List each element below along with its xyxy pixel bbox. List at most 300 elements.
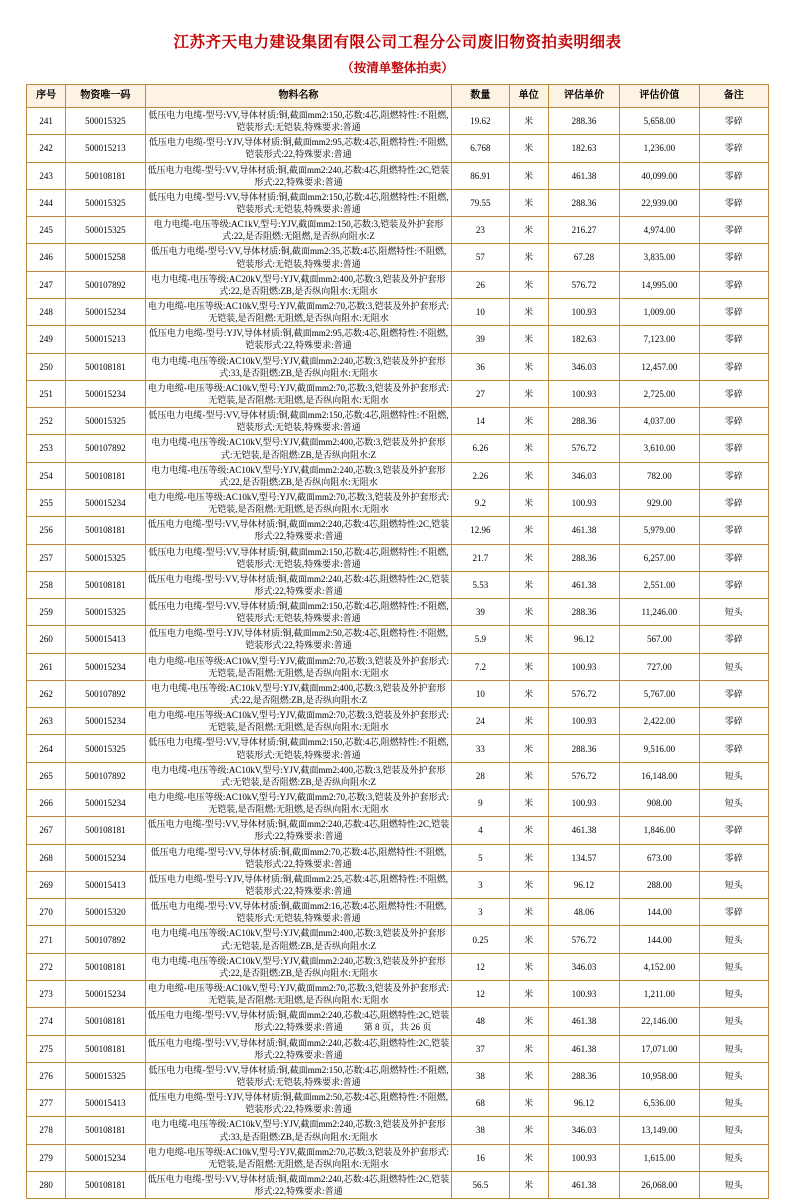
cell-qty: 39 [452, 326, 509, 353]
cell-unit: 米 [509, 326, 548, 353]
cell-name: 低压电力电缆-型号:VV,导体材质:铜,截面mm2:16,芯数:4芯,阻燃特性:不阻燃,铠装形式:无铠装,特殊要求:普通 [145, 899, 452, 926]
cell-code: 500015234 [66, 653, 145, 680]
cell-value: 908.00 [620, 790, 699, 817]
cell-seq: 275 [27, 1035, 66, 1062]
cell-code: 500108181 [66, 1008, 145, 1035]
cell-value: 673.00 [620, 844, 699, 871]
cell-name: 低压电力电缆-型号:VV,导体材质:铜,截面mm2:150,芯数:4芯,阻燃特性:不阻燃,铠装形式:无铠装,特殊要求:普通 [145, 108, 452, 135]
cell-seq: 241 [27, 108, 66, 135]
cell-code: 500015325 [66, 408, 145, 435]
cell-unit: 米 [509, 517, 548, 544]
cell-name: 电力电缆-电压等级:AC10kV,型号:YJV,截面mm2:400,芯数:3,铠装及外护套形式:无铠装,是否阻燃:ZB,是否纵向阻水:Z [145, 926, 452, 953]
cell-price: 576.72 [548, 926, 619, 953]
cell-name: 低压电力电缆-型号:YJV,导体材质:铜,截面mm2:50,芯数:4芯,阻燃特性:不阻燃,铠装形式:22,特殊要求:普通 [145, 1090, 452, 1117]
cell-code: 500107892 [66, 926, 145, 953]
table-row [27, 571, 769, 598]
cell-note: 零碎 [699, 298, 768, 325]
cell-unit: 米 [509, 271, 548, 298]
cell-unit: 米 [509, 1035, 548, 1062]
table-row [27, 953, 769, 980]
cell-name: 低压电力电缆-型号:VV,导体材质:铜,截面mm2:150,芯数:4芯,阻燃特性:不阻燃,铠装形式:无铠装,特殊要求:普通 [145, 189, 452, 216]
cell-seq: 256 [27, 517, 66, 544]
cell-code: 500107892 [66, 271, 145, 298]
cell-note: 零碎 [699, 135, 768, 162]
cell-seq: 276 [27, 1062, 66, 1089]
cell-name: 低压电力电缆-型号:VV,导体材质:铜,截面mm2:150,芯数:4芯,阻燃特性:不阻燃,铠装形式:无铠装,特殊要求:普通 [145, 1062, 452, 1089]
cell-note: 零碎 [699, 353, 768, 380]
cell-note: 零碎 [699, 244, 768, 271]
cell-qty: 10 [452, 680, 509, 707]
cell-note: 短头 [699, 762, 768, 789]
cell-price: 96.12 [548, 1090, 619, 1117]
cell-qty: 5.9 [452, 626, 509, 653]
table-row [27, 408, 769, 435]
cell-name: 低压电力电缆-型号:YJV,导体材质:铜,截面mm2:95,芯数:4芯,阻燃特性:不阻燃,铠装形式:22,特殊要求:普通 [145, 135, 452, 162]
cell-seq: 267 [27, 817, 66, 844]
cell-seq: 258 [27, 571, 66, 598]
cell-unit: 米 [509, 653, 548, 680]
table-row [27, 680, 769, 707]
cell-note: 零碎 [699, 708, 768, 735]
table-row [27, 489, 769, 516]
cell-qty: 38 [452, 1117, 509, 1144]
cell-value: 1,236.00 [620, 135, 699, 162]
cell-name: 电力电缆-电压等级:AC10kV,型号:YJV,截面mm2:240,芯数:3,铠装及外护套形式:33,是否阻燃:ZB,是否纵向阻水:无阻水 [145, 1117, 452, 1144]
cell-note: 零碎 [699, 435, 768, 462]
cell-unit: 米 [509, 844, 548, 871]
cell-note: 短头 [699, 599, 768, 626]
cell-price: 461.38 [548, 1171, 619, 1198]
cell-unit: 米 [509, 408, 548, 435]
cell-code: 500015234 [66, 708, 145, 735]
cell-note: 零碎 [699, 217, 768, 244]
column-header-seq: 序号 [27, 85, 66, 108]
cell-name: 电力电缆-电压等级:AC10kV,型号:YJV,截面mm2:70,芯数:3,铠装及外护套形式:无铠装,是否阻燃:无阻燃,是否纵向阻水:无阻水 [145, 790, 452, 817]
cell-value: 929.00 [620, 489, 699, 516]
table-row [27, 326, 769, 353]
cell-price: 576.72 [548, 680, 619, 707]
cell-value: 3,610.00 [620, 435, 699, 462]
cell-note: 零碎 [699, 626, 768, 653]
cell-value: 7,123.00 [620, 326, 699, 353]
cell-unit: 米 [509, 298, 548, 325]
cell-qty: 6.26 [452, 435, 509, 462]
cell-name: 低压电力电缆-型号:VV,导体材质:铜,截面mm2:35,芯数:4芯,阻燃特性:不阻燃,铠装形式:无铠装,特殊要求:普通 [145, 244, 452, 271]
page-title: 江苏齐天电力建设集团有限公司工程分公司废旧物资拍卖明细表 [173, 34, 622, 51]
cell-seq: 266 [27, 790, 66, 817]
table-row [27, 298, 769, 325]
cell-qty: 48 [452, 1008, 509, 1035]
cell-name: 电力电缆-电压等级:AC10kV,型号:YJV,截面mm2:400,芯数:3,铠装及外护套形式:无铠装,是否阻燃:ZB,是否纵向阻水:Z [145, 435, 452, 462]
cell-price: 216.27 [548, 217, 619, 244]
cell-qty: 4 [452, 817, 509, 844]
table-row [27, 1035, 769, 1062]
cell-note: 零碎 [699, 571, 768, 598]
cell-value: 11,246.00 [620, 599, 699, 626]
cell-note: 零碎 [699, 380, 768, 407]
cell-unit: 米 [509, 544, 548, 571]
cell-value: 22,146.00 [620, 1008, 699, 1035]
cell-qty: 57 [452, 244, 509, 271]
cell-qty: 7.2 [452, 653, 509, 680]
cell-seq: 253 [27, 435, 66, 462]
cell-name: 低压电力电缆-型号:YJV,导体材质:铜,截面mm2:95,芯数:4芯,阻燃特性:不阻燃,铠装形式:22,特殊要求:普通 [145, 326, 452, 353]
cell-note: 短头 [699, 926, 768, 953]
cell-unit: 米 [509, 571, 548, 598]
cell-price: 96.12 [548, 626, 619, 653]
cell-price: 288.36 [548, 1062, 619, 1089]
cell-qty: 36 [452, 353, 509, 380]
table-row [27, 1117, 769, 1144]
cell-value: 4,037.00 [620, 408, 699, 435]
cell-unit: 米 [509, 1008, 548, 1035]
table-row [27, 162, 769, 189]
cell-value: 288.00 [620, 871, 699, 898]
cell-name: 低压电力电缆-型号:YJV,导体材质:铜,截面mm2:25,芯数:4芯,阻燃特性:不阻燃,铠装形式:22,特殊要求:普通 [145, 871, 452, 898]
table-row [27, 762, 769, 789]
cell-name: 电力电缆-电压等级:AC10kV,型号:YJV,截面mm2:70,芯数:3,铠装及外护套形式:无铠装,是否阻燃:无阻燃,是否纵向阻水:无阻水 [145, 708, 452, 735]
cell-price: 346.03 [548, 1117, 619, 1144]
cell-name: 低压电力电缆-型号:VV,导体材质:铜,截面mm2:240,芯数:4芯,阻燃特性:2C,铠装形式:22,特殊要求:普通 [145, 162, 452, 189]
cell-seq: 277 [27, 1090, 66, 1117]
cell-qty: 38 [452, 1062, 509, 1089]
cell-name: 电力电缆-电压等级:AC10kV,型号:YJV,截面mm2:240,芯数:3,铠装及外护套形式:22,是否阻燃:ZB,是否纵向阻水:无阻水 [145, 462, 452, 489]
cell-value: 4,974.00 [620, 217, 699, 244]
cell-seq: 262 [27, 680, 66, 707]
cell-seq: 243 [27, 162, 66, 189]
cell-price: 100.93 [548, 708, 619, 735]
cell-unit: 米 [509, 899, 548, 926]
cell-seq: 257 [27, 544, 66, 571]
cell-seq: 254 [27, 462, 66, 489]
cell-qty: 68 [452, 1090, 509, 1117]
table-row [27, 517, 769, 544]
cell-note: 短头 [699, 1035, 768, 1062]
cell-unit: 米 [509, 599, 548, 626]
cell-value: 17,071.00 [620, 1035, 699, 1062]
cell-code: 500015234 [66, 380, 145, 407]
cell-code: 500015325 [66, 599, 145, 626]
cell-qty: 3 [452, 899, 509, 926]
cell-unit: 米 [509, 926, 548, 953]
cell-price: 461.38 [548, 517, 619, 544]
table-row [27, 1062, 769, 1089]
cell-value: 1,615.00 [620, 1144, 699, 1171]
cell-name: 低压电力电缆-型号:VV,导体材质:铜,截面mm2:240,芯数:4芯,阻燃特性:2C,铠装形式:22,特殊要求:普通 [145, 1171, 452, 1198]
cell-seq: 255 [27, 489, 66, 516]
cell-price: 288.36 [548, 189, 619, 216]
cell-name: 低压电力电缆-型号:VV,导体材质:铜,截面mm2:240,芯数:4芯,阻燃特性:2C,铠装形式:22,特殊要求:普通 [145, 1035, 452, 1062]
cell-price: 576.72 [548, 762, 619, 789]
page-footer: 第 8 页，共 26 页 [363, 1022, 432, 1032]
cell-qty: 24 [452, 708, 509, 735]
table-row [27, 380, 769, 407]
table-row [27, 735, 769, 762]
cell-value: 144.00 [620, 926, 699, 953]
cell-seq: 274 [27, 1008, 66, 1035]
cell-code: 500108181 [66, 1171, 145, 1198]
cell-price: 100.93 [548, 981, 619, 1008]
cell-value: 16,148.00 [620, 762, 699, 789]
cell-name: 电力电缆-电压等级:AC1kV,型号:YJV,截面mm2:150,芯数:3,铠装及外护套形式:22,是否阻燃:无阻燃,是否纵向阻水:Z [145, 217, 452, 244]
column-header-value: 评估价值 [620, 85, 699, 108]
cell-note: 短头 [699, 1144, 768, 1171]
cell-unit: 米 [509, 462, 548, 489]
table-row [27, 790, 769, 817]
cell-price: 100.93 [548, 790, 619, 817]
cell-code: 500108181 [66, 462, 145, 489]
cell-seq: 251 [27, 380, 66, 407]
cell-price: 461.38 [548, 817, 619, 844]
cell-note: 零碎 [699, 489, 768, 516]
cell-code: 500015325 [66, 108, 145, 135]
cell-code: 500015413 [66, 871, 145, 898]
cell-price: 576.72 [548, 271, 619, 298]
cell-name: 电力电缆-电压等级:AC10kV,型号:YJV,截面mm2:240,芯数:3,铠装及外护套形式:22,是否阻燃:ZB,是否纵向阻水:无阻水 [145, 953, 452, 980]
cell-qty: 86.91 [452, 162, 509, 189]
cell-seq: 249 [27, 326, 66, 353]
cell-seq: 263 [27, 708, 66, 735]
cell-code: 500015325 [66, 1062, 145, 1089]
cell-unit: 米 [509, 135, 548, 162]
cell-price: 100.93 [548, 380, 619, 407]
cell-value: 1,009.00 [620, 298, 699, 325]
cell-value: 5,979.00 [620, 517, 699, 544]
table-row [27, 135, 769, 162]
cell-qty: 12.96 [452, 517, 509, 544]
cell-name: 低压电力电缆-型号:VV,导体材质:铜,截面mm2:240,芯数:4芯,阻燃特性:2C,铠装形式:22,特殊要求:普通 [145, 817, 452, 844]
cell-value: 5,658.00 [620, 108, 699, 135]
cell-seq: 270 [27, 899, 66, 926]
column-header-name: 物料名称 [145, 85, 452, 108]
cell-note: 短头 [699, 1117, 768, 1144]
cell-price: 96.12 [548, 871, 619, 898]
cell-value: 22,939.00 [620, 189, 699, 216]
cell-code: 500108181 [66, 162, 145, 189]
cell-unit: 米 [509, 790, 548, 817]
cell-unit: 米 [509, 680, 548, 707]
cell-qty: 5.53 [452, 571, 509, 598]
cell-note: 短头 [699, 1062, 768, 1089]
cell-qty: 12 [452, 981, 509, 1008]
cell-note: 短头 [699, 790, 768, 817]
cell-code: 500015325 [66, 544, 145, 571]
cell-value: 144.00 [620, 899, 699, 926]
cell-seq: 244 [27, 189, 66, 216]
cell-price: 48.06 [548, 899, 619, 926]
cell-note: 短头 [699, 653, 768, 680]
cell-seq: 265 [27, 762, 66, 789]
cell-value: 567.00 [620, 626, 699, 653]
table-row [27, 1144, 769, 1171]
cell-code: 500107892 [66, 762, 145, 789]
cell-price: 100.93 [548, 489, 619, 516]
cell-code: 500015325 [66, 217, 145, 244]
cell-note: 零碎 [699, 899, 768, 926]
cell-price: 100.93 [548, 298, 619, 325]
table-row [27, 244, 769, 271]
cell-price: 288.36 [548, 108, 619, 135]
cell-value: 782.00 [620, 462, 699, 489]
cell-value: 1,211.00 [620, 981, 699, 1008]
cell-price: 461.38 [548, 571, 619, 598]
column-header-code: 物资唯一码 [66, 85, 145, 108]
cell-code: 500015413 [66, 1090, 145, 1117]
table-header-row [27, 85, 769, 108]
cell-qty: 16 [452, 1144, 509, 1171]
cell-unit: 米 [509, 981, 548, 1008]
cell-seq: 260 [27, 626, 66, 653]
cell-name: 低压电力电缆-型号:VV,导体材质:铜,截面mm2:240,芯数:4芯,阻燃特性:2C,铠装形式:22,特殊要求:普通 [145, 1008, 452, 1035]
cell-code: 500015234 [66, 489, 145, 516]
cell-price: 67.28 [548, 244, 619, 271]
table-row [27, 1090, 769, 1117]
cell-value: 40,099.00 [620, 162, 699, 189]
table-row [27, 353, 769, 380]
table-row [27, 544, 769, 571]
cell-name: 电力电缆-电压等级:AC10kV,型号:YJV,截面mm2:400,芯数:3,铠装及外护套形式:无铠装,是否阻燃:ZB,是否纵向阻水:Z [145, 762, 452, 789]
cell-code: 500015234 [66, 298, 145, 325]
cell-price: 461.38 [548, 162, 619, 189]
cell-qty: 56.5 [452, 1171, 509, 1198]
cell-seq: 245 [27, 217, 66, 244]
cell-price: 461.38 [548, 1035, 619, 1062]
cell-code: 500108181 [66, 817, 145, 844]
cell-note: 短头 [699, 1090, 768, 1117]
cell-price: 182.63 [548, 135, 619, 162]
table-row [27, 189, 769, 216]
cell-code: 500107892 [66, 680, 145, 707]
cell-price: 134.57 [548, 844, 619, 871]
cell-qty: 79.55 [452, 189, 509, 216]
cell-qty: 14 [452, 408, 509, 435]
cell-note: 短头 [699, 1008, 768, 1035]
cell-name: 电力电缆-电压等级:AC10kV,型号:YJV,截面mm2:70,芯数:3,铠装及外护套形式:无铠装,是否阻燃:无阻燃,是否纵向阻水:无阻水 [145, 298, 452, 325]
cell-seq: 250 [27, 353, 66, 380]
cell-value: 26,068.00 [620, 1171, 699, 1198]
table-row [27, 217, 769, 244]
cell-unit: 米 [509, 435, 548, 462]
cell-seq: 247 [27, 271, 66, 298]
table-row [27, 435, 769, 462]
column-header-note: 备注 [699, 85, 768, 108]
cell-note: 短头 [699, 953, 768, 980]
table-body [27, 108, 769, 1199]
cell-name: 电力电缆-电压等级:AC10kV,型号:YJV,截面mm2:70,芯数:3,铠装及外护套形式:无铠装,是否阻燃:无阻燃,是否纵向阻水:无阻水 [145, 653, 452, 680]
cell-qty: 21.7 [452, 544, 509, 571]
cell-code: 500108181 [66, 571, 145, 598]
cell-code: 500108181 [66, 1117, 145, 1144]
column-header-unit: 单位 [509, 85, 548, 108]
cell-name: 低压电力电缆-型号:VV,导体材质:铜,截面mm2:70,芯数:4芯,阻燃特性:不阻燃,铠装形式:22,特殊要求:普通 [145, 844, 452, 871]
cell-value: 6,536.00 [620, 1090, 699, 1117]
cell-code: 500015413 [66, 626, 145, 653]
cell-seq: 273 [27, 981, 66, 1008]
cell-unit: 米 [509, 108, 548, 135]
cell-code: 500015325 [66, 189, 145, 216]
column-header-qty: 数量 [452, 85, 509, 108]
cell-qty: 6.768 [452, 135, 509, 162]
cell-seq: 246 [27, 244, 66, 271]
cell-value: 4,152.00 [620, 953, 699, 980]
cell-value: 6,257.00 [620, 544, 699, 571]
table-row [27, 108, 769, 135]
cell-unit: 米 [509, 762, 548, 789]
cell-code: 500015234 [66, 790, 145, 817]
cell-seq: 259 [27, 599, 66, 626]
column-header-price: 评估单价 [548, 85, 619, 108]
page-subtitle: （按清单整体拍卖） [341, 61, 454, 75]
cell-qty: 5 [452, 844, 509, 871]
cell-seq: 271 [27, 926, 66, 953]
cell-qty: 9.2 [452, 489, 509, 516]
cell-qty: 12 [452, 953, 509, 980]
cell-code: 500015320 [66, 899, 145, 926]
cell-price: 346.03 [548, 353, 619, 380]
table-row [27, 1171, 769, 1198]
cell-note: 零碎 [699, 517, 768, 544]
cell-note: 零碎 [699, 817, 768, 844]
cell-name: 电力电缆-电压等级:AC10kV,型号:YJV,截面mm2:70,芯数:3,铠装及外护套形式:无铠装,是否阻燃:无阻燃,是否纵向阻水:无阻水 [145, 981, 452, 1008]
cell-code: 500015213 [66, 135, 145, 162]
cell-note: 零碎 [699, 680, 768, 707]
cell-seq: 278 [27, 1117, 66, 1144]
cell-value: 727.00 [620, 653, 699, 680]
cell-unit: 米 [509, 708, 548, 735]
cell-price: 288.36 [548, 599, 619, 626]
cell-note: 零碎 [699, 735, 768, 762]
cell-unit: 米 [509, 626, 548, 653]
cell-value: 2,422.00 [620, 708, 699, 735]
cell-code: 500108181 [66, 517, 145, 544]
cell-value: 14,995.00 [620, 271, 699, 298]
cell-value: 9,516.00 [620, 735, 699, 762]
cell-unit: 米 [509, 735, 548, 762]
cell-qty: 26 [452, 271, 509, 298]
cell-name: 低压电力电缆-型号:VV,导体材质:铜,截面mm2:150,芯数:4芯,阻燃特性:不阻燃,铠装形式:无铠装,特殊要求:普通 [145, 599, 452, 626]
cell-seq: 268 [27, 844, 66, 871]
cell-unit: 米 [509, 817, 548, 844]
cell-note: 零碎 [699, 189, 768, 216]
cell-value: 13,149.00 [620, 1117, 699, 1144]
cell-note: 零碎 [699, 326, 768, 353]
table-row [27, 899, 769, 926]
cell-unit: 米 [509, 871, 548, 898]
table-row [27, 981, 769, 1008]
cell-code: 500015325 [66, 735, 145, 762]
cell-price: 346.03 [548, 462, 619, 489]
cell-note: 短头 [699, 1171, 768, 1198]
table-header [27, 85, 769, 108]
cell-qty: 2.26 [452, 462, 509, 489]
cell-price: 100.93 [548, 653, 619, 680]
cell-code: 500015258 [66, 244, 145, 271]
cell-unit: 米 [509, 1171, 548, 1198]
cell-unit: 米 [509, 162, 548, 189]
cell-qty: 33 [452, 735, 509, 762]
cell-unit: 米 [509, 380, 548, 407]
cell-qty: 28 [452, 762, 509, 789]
cell-code: 500107892 [66, 435, 145, 462]
cell-name: 低压电力电缆-型号:VV,导体材质:铜,截面mm2:240,芯数:4芯,阻燃特性:2C,铠装形式:22,特殊要求:普通 [145, 571, 452, 598]
cell-note: 零碎 [699, 271, 768, 298]
cell-seq: 272 [27, 953, 66, 980]
cell-seq: 248 [27, 298, 66, 325]
cell-price: 461.38 [548, 1008, 619, 1035]
cell-code: 500108181 [66, 353, 145, 380]
cell-unit: 米 [509, 1090, 548, 1117]
cell-value: 5,767.00 [620, 680, 699, 707]
